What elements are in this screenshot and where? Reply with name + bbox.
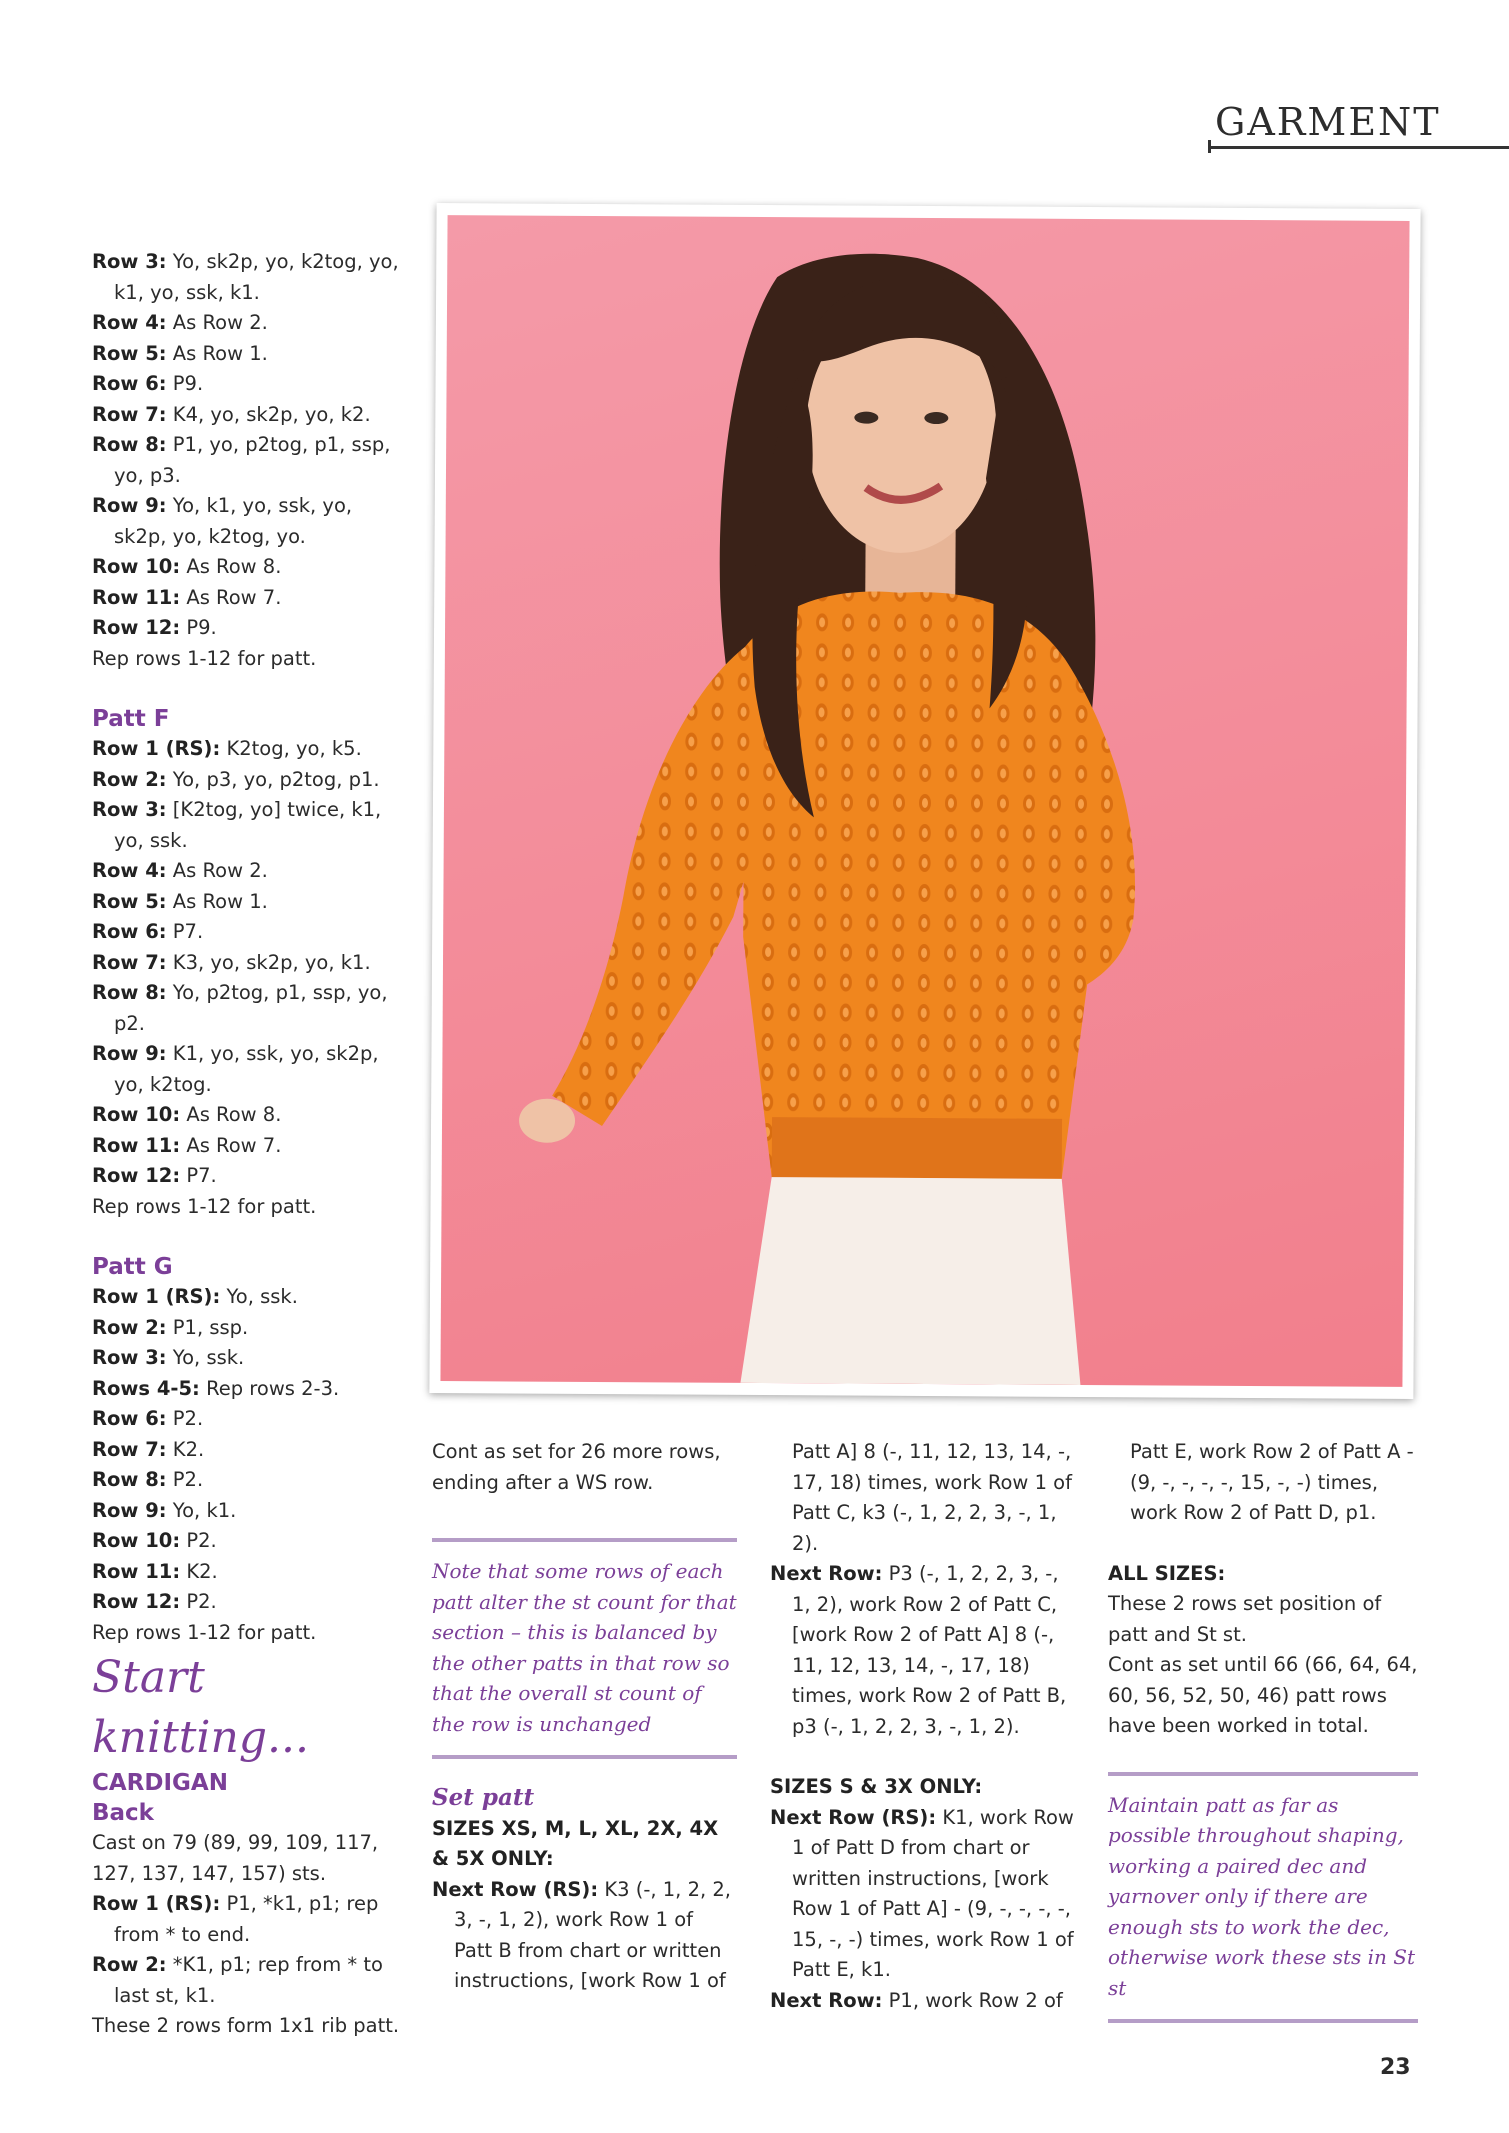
all-sizes-text: These 2 rows set position of patt and St st. bbox=[1108, 1592, 1382, 1646]
cont-text-2: Cont as set until 66 (66, 64, 64, 60, 56, 52, 50, 46) patt rows have been worked in total. bbox=[1108, 1653, 1418, 1737]
row-line: Row 1 (RS): K2tog, yo, k5. bbox=[92, 737, 362, 760]
column-3 bbox=[770, 1437, 1075, 2016]
note-rule-bottom bbox=[1108, 2019, 1418, 2023]
row-line: Row 8: P1, yo, p2tog, p1, ssp, yo, p3. bbox=[92, 433, 391, 487]
row-line: Row 9: Yo, k1, yo, ssk, yo, sk2p, yo, k2tog, yo. bbox=[92, 494, 353, 548]
row-line: Row 5: As Row 1. bbox=[92, 889, 268, 913]
row-line: Row 11: K2. bbox=[92, 1559, 218, 1583]
rib-note: These 2 rows form 1x1 rib patt. bbox=[92, 2014, 400, 2037]
row-line: Row 9: Yo, k1. bbox=[92, 1498, 237, 1522]
note-rule-top bbox=[1108, 1772, 1418, 1776]
row-line: Row 12: P2. bbox=[92, 1590, 217, 1613]
repeat-note: Rep rows 1-12 for patt. bbox=[92, 1620, 317, 1644]
row-line: Row 6: P9. bbox=[92, 372, 204, 395]
patt-f-rows bbox=[92, 734, 402, 1222]
repeat-note: Rep rows 1-12 for patt. bbox=[92, 1194, 317, 1218]
row-line: Row 10: As Row 8. bbox=[92, 555, 282, 578]
row-line: Row 12: P9. bbox=[92, 616, 217, 639]
model-illustration bbox=[440, 215, 1409, 1387]
row-line: Row 4: As Row 2. bbox=[92, 859, 268, 882]
patt-f-heading: Patt F bbox=[92, 706, 170, 732]
section-label: GARMENT bbox=[1215, 100, 1441, 144]
next-row-rs: Next Row (RS): K1, work Row 1 of Patt D from chart or written instructions, [work Row 1 of Patt A] - (9, -, -, -, -, 15, -, -) times, work Row 1 of Patt E, k1. bbox=[770, 1805, 1074, 1981]
set-patt-heading: Set patt bbox=[432, 1784, 535, 1811]
model-photo bbox=[440, 215, 1409, 1387]
photo-frame bbox=[429, 203, 1420, 1399]
repeat-note: Rep rows 1-12 for patt. bbox=[92, 646, 317, 670]
row-line: Row 10: As Row 8. bbox=[92, 1103, 282, 1126]
next-row-rs: Next Row (RS): K3 (-, 1, 2, 2, 3, -, 1, 2), work Row 1 of Patt B from chart or written instructions, [work Row 1 of bbox=[432, 1877, 731, 1992]
row-line: Row 1 (RS): P1, *k1, p1; rep from * to end. bbox=[92, 1892, 379, 1946]
row-line: Row 11: As Row 7. bbox=[92, 585, 282, 609]
row-line: Row 2: *K1, p1; rep from * to last st, k1. bbox=[92, 1953, 383, 2007]
row-line: Row 2: Yo, p3, yo, p2tog, p1. bbox=[92, 767, 380, 791]
row-line: Row 7: K2. bbox=[92, 1437, 205, 1461]
shaping-note: Maintain patt as far as possible throughout shaping, working a paired dec and yarnover only if there are enough sts to work the dec, otherwise work these sts in St st bbox=[1108, 1792, 1416, 2000]
sizes-heading: SIZES XS, M, L, XL, 2X, 4X & 5X ONLY: bbox=[432, 1816, 719, 1870]
st-count-note: Note that some rows of each patt alter the st count for that section – this is balanced by the other patts in that row so that the overall st count of the row is unchanged bbox=[432, 1559, 737, 1736]
note-rule-top bbox=[432, 1538, 737, 1542]
row-line: Row 6: P2. bbox=[92, 1407, 204, 1430]
row-line: Row 10: P2. bbox=[92, 1529, 217, 1552]
patt-g-rows bbox=[92, 1282, 402, 1648]
sizes-heading: SIZES S & 3X ONLY: bbox=[770, 1775, 983, 1798]
patt-g-heading: Patt G bbox=[92, 1254, 173, 1280]
cont-text: Patt E, work Row 2 of Patt A - (9, -, -, -, -, 15, -, -) times, work Row 2 of Patt D, p1. bbox=[1130, 1440, 1414, 1524]
row-line: Row 7: K4, yo, sk2p, yo, k2. bbox=[92, 402, 371, 426]
cont-text: Patt A] 8 (-, 11, 12, 13, 14, -, 17, 18) times, work Row 1 of Patt C, k3 (-, 1, 2, 2, 3, -, 1, 2). bbox=[792, 1440, 1072, 1555]
row-line: Row 7: K3, yo, sk2p, yo, k1. bbox=[92, 950, 371, 974]
row-line: Row 6: P7. bbox=[92, 920, 204, 943]
column-1 bbox=[92, 247, 402, 2042]
section-rule bbox=[1208, 146, 1509, 149]
row-line: Row 2: P1, ssp. bbox=[92, 1315, 249, 1339]
row-line: Row 12: P7. bbox=[92, 1164, 217, 1187]
cont-text: Cont as set for 26 more rows, ending after a WS row. bbox=[432, 1440, 721, 1494]
next-row-ws: Next Row: P3 (-, 1, 2, 2, 3, -, 1, 2), work Row 2 of Patt C, [work Row 2 of Patt A] 8 (-, 11, 12, 13, 14, -, 17, 18) times, work Row 2 of Patt B, p3 (-, 1, 2, 2, 3, -, 1, 2). bbox=[770, 1562, 1067, 1738]
row-line: Rows 4-5: Rep rows 2-3. bbox=[92, 1376, 340, 1400]
back-heading: Back bbox=[92, 1800, 154, 1826]
next-row-ws-2: Next Row: P1, work Row 2 of bbox=[770, 1988, 1063, 2012]
row-line: Row 5: As Row 1. bbox=[92, 341, 268, 365]
page-number: 23 bbox=[1380, 2055, 1411, 2080]
row-line: Row 8: P2. bbox=[92, 1468, 204, 1491]
column-2 bbox=[432, 1437, 737, 1997]
row-line: Row 4: As Row 2. bbox=[92, 311, 268, 334]
cast-on-text: Cast on 79 (89, 99, 109, 117, 127, 137, 147, 157) sts. bbox=[92, 1831, 379, 1885]
section-rule-tick bbox=[1208, 140, 1211, 153]
row-line: Row 1 (RS): Yo, ssk. bbox=[92, 1285, 298, 1308]
row-line: Row 11: As Row 7. bbox=[92, 1133, 282, 1157]
cardigan-heading: CARDIGAN bbox=[92, 1770, 228, 1796]
column-4 bbox=[1108, 1437, 1418, 2023]
row-line: Row 3: Yo, sk2p, yo, k2tog, yo, k1, yo, ssk, k1. bbox=[92, 250, 399, 304]
patt-e-rows bbox=[92, 247, 402, 674]
start-knitting-heading: Start knitting... bbox=[92, 1652, 309, 1763]
all-sizes-heading: ALL SIZES: bbox=[1108, 1561, 1226, 1585]
row-line: Row 3: [K2tog, yo] twice, k1, yo, ssk. bbox=[92, 798, 382, 852]
row-line: Row 3: Yo, ssk. bbox=[92, 1346, 245, 1369]
row-line: Row 9: K1, yo, ssk, yo, sk2p, yo, k2tog. bbox=[92, 1042, 379, 1096]
row-line: Row 8: Yo, p2tog, p1, ssp, yo, p2. bbox=[92, 981, 388, 1035]
